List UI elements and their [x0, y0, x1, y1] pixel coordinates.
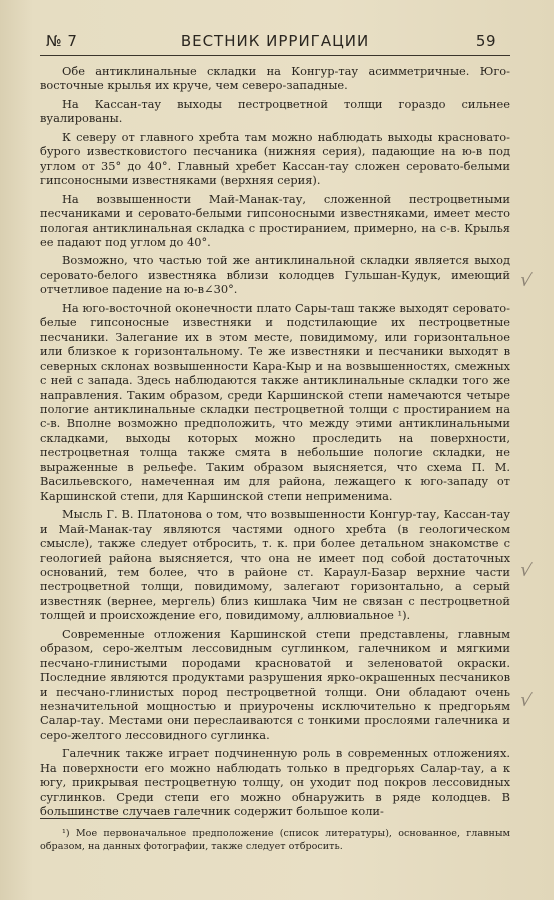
paragraph: На юго-восточной оконечности плато Сары-таш также выходят серовато-белые гипсоносные известняки и подстилающие их пестроцветные песчаники. Залегание их в этом месте, повидимому, или горизонтальное или близкое к горизонтальному. Те же известняки и песчаники выходят в северных склонах возвышенности Кара-Кыр и на возвышенностях, смежных с ней с запада. Здесь наблюдаются также антиклинальные складки того же направления. Таким образом, среди Каршинской степи намечаются четыре пологие антиклинальные складки пестроцветной толщи с простиранием на с-в. Вполне возможно предположить, что между этими антиклинальными складками, выходы которых можно проследить на поверхности, пестроцветная толща также смята в небольшие пологие складки, не выраженные в рельефе. Таким образом выясняется, что схема П. М. Васильевского, намеченная им для района, лежащего к юго-западу от Каршинской степи, для Каршинской степи неприменима. [40, 300, 510, 503]
paragraph: Возможно, что частью той же антиклинальной складки является выход серовато-белого известняка вблизи колодцев Гульшан-Кудук, имеющий отчетливое падение на ю-в∠30°. [40, 253, 510, 297]
paragraph: На возвышенности Май-Манак-тау, сложенной пестроцветными песчаниками и серовато-белыми гипсоносными известняками, имеет место пологая антиклинальная складка с простиранием, примерно, на с-в. Крылья ее падают под углом до 40°. [40, 191, 510, 249]
running-header [40, 30, 510, 54]
header-rule [40, 55, 510, 56]
paragraph: Мысль Г. В. Платонова о том, что возвышенности Конгур-тау, Кассан-тау и Май-Манак-тау являются частями одного хребта (в геологическом смысле), также следует отбросить, т. к. при более детальном знакомстве с геологией района выясняется, что она не имеет под собой достаточных оснований, тем более, что в районе ст. Караул-Базар верхние части пестроцветной толщи, повидимому, залегают горизонтально, а серый известняк (вернее, мергель) близ кишлака Чим не связан с пестроцветной толщей и происхождение его, повидимому, аллювиальное ¹). [40, 507, 510, 623]
footnote-text: ¹) Мое первоначальное предположение (список литературы), основанное, главным образом, на данных фотографии, также следует отбросить. [40, 828, 510, 852]
issue-number: № 7 [46, 32, 78, 50]
article-body [40, 64, 510, 823]
journal-title: ВЕСТНИК ИРРИГАЦИИ [180, 32, 370, 50]
page-number: 59 [475, 32, 496, 50]
paragraph: Галечник также играет подчиненную роль в современных отложениях. На поверхности его можно наблюдать только в предгорьях Салар-тау, а к югу, прикрывая пестроцветную толщу, он уходит под покров лессовидных суглинков. Среди степи его можно обнаружить в ряде колодцев. В большинстве случаев галечник содержит большое коли- [40, 746, 510, 819]
paragraph: Обе антиклинальные складки на Конгур-тау асимметричные. Юго-восточные крылья их круче, чем северо-западные. [40, 64, 510, 93]
paragraph: К северу от главного хребта там можно наблюдать выходы красновато-бурого известковистого песчаника (нижняя серия), падающие на ю-в под углом от 35° до 40°. Главный хребет Кассан-тау сложен серовато-белыми гипсоносными известняками (верхняя серия). [40, 129, 510, 188]
paragraph: На Кассан-тау выходы пестроцветной толщи гораздо сильнее вуалированы. [40, 96, 510, 126]
pencil-check-mark: √ [518, 269, 534, 292]
footnote-rule [40, 818, 200, 819]
pencil-check-mark: √ [518, 689, 534, 712]
pencil-check-mark: √ [518, 559, 534, 582]
paragraph: Современные отложения Каршинской степи представлены, главным образом, серо-желтым лессовидным суглинком, галечником и мягкими песчано-глинистыми породами красноватой и зеленоватой окраски. Последние являются продуктами разрушения ярко-окрашенных песчаников и песчано-глинистых пород пестроцветной толщи. Они обладают очень незначительной мощностью и приурочены исключительно к предгорьям Салар-тау. Местами они переслаиваются с тонкими прослоями галечника и серо-желтого лессовидного суглинка. [40, 626, 510, 742]
footnote [40, 827, 510, 853]
